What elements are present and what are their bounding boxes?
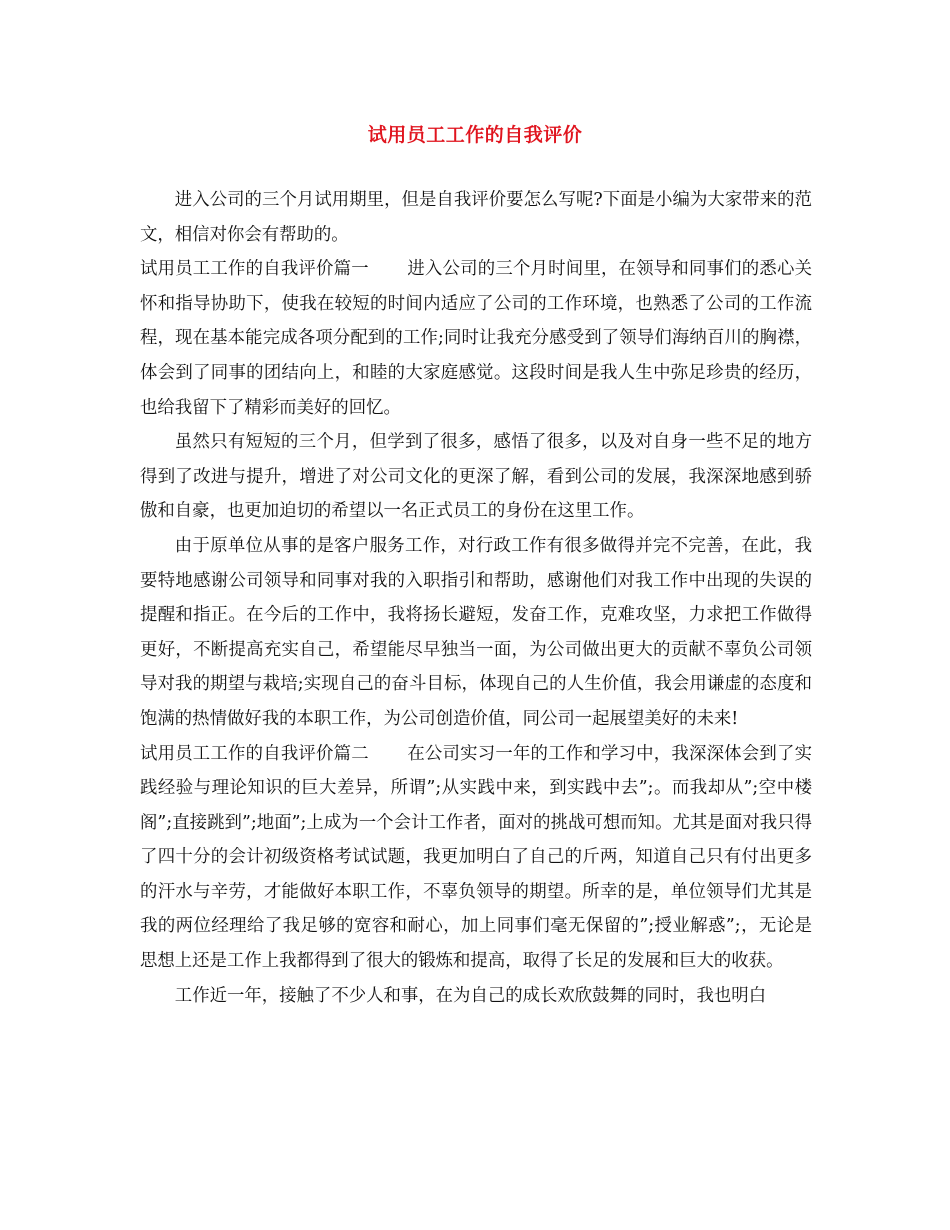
section2-first-paragraph: [140, 737, 812, 979]
section1-paragraph-3: 由于原单位从事的是客户服务工作，对行政工作有很多做得并完不完善，在此，我要特地感谢公司领导和同事对我的入职指引和帮助，感谢他们对我工作中出现的失误的提醒和指正。在今后的工作中，我将扬长避短，发奋工作，克难攻坚，力求把工作做得更好，不断提高充实自己，希望能尽早独当一面，为公司做出更大的贡献不辜负公司领导对我的期望与栽培;实现自己的奋斗目标，体现自己的人生价值，我会用谦虚的态度和饱满的热情做好我的本职工作，为公司创造价值，同公司一起展望美好的未来!: [140, 535, 812, 729]
intro-paragraph: 进入公司的三个月试用期里，但是自我评价要怎么写呢?下面是小编为大家带来的范文，相信对你会有帮助的。: [140, 190, 812, 245]
section1-paragraph-1: 进入公司的三个月时间里，在领导和同事们的悉心关怀和指导协助下，使我在较短的时间内适应了公司的工作环境，也熟悉了公司的工作流程，现在基本能完成各项分配到的工作;同时让我充分感受到了领导们海纳百川的胸襟，体会到了同事的团结向上，和睦的大家庭感觉。这段时间是我人生中弥足珍贵的经历，也给我留下了精彩而美好的回忆。: [140, 259, 812, 418]
section1-paragraph-2: 虽然只有短短的三个月，但学到了很多，感悟了很多，以及对自身一些不足的地方得到了改进与提升，增进了对公司文化的更深了解，看到公司的发展，我深深地感到骄傲和自豪，也更加迫切的希望以一名正式员工的身份在这里工作。: [140, 432, 812, 522]
section2-heading: 试用员工工作的自我评价篇二: [140, 743, 369, 764]
document-title: 试用员工工作的自我评价: [367, 124, 583, 146]
section2-paragraph-2: 工作近一年，接触了不少人和事，在为自己的成长欢欣鼓舞的同时，我也明白: [174, 985, 767, 1006]
section1-heading: 试用员工工作的自我评价篇一: [140, 259, 369, 280]
section2-paragraph-1: 在公司实习一年的工作和学习中，我深深体会到了实践经验与理论知识的巨大差异，所谓”;从实践中来，到实践中去”;。而我却从”;空中楼阁”;直接跳到”;地面”;上成为一个会计工作者，面对的挑战可想而知。尤其是面对我只得了四十分的会计初级资格考试试题，我更加明白了自己的斤两，知道自己只有付出更多的汗水与辛劳，才能做好本职工作，不辜负领导的期望。所幸的是，单位领导们尤其是我的两位经理给了我足够的宽容和耐心，加上同事们毫无保留的”;授业解惑”;，无论是思想上还是工作上我都得到了很大的锻炼和提高，取得了长足的发展和巨大的收获。: [140, 743, 812, 972]
section1-first-paragraph: [140, 252, 812, 425]
document-body: [140, 183, 812, 1013]
